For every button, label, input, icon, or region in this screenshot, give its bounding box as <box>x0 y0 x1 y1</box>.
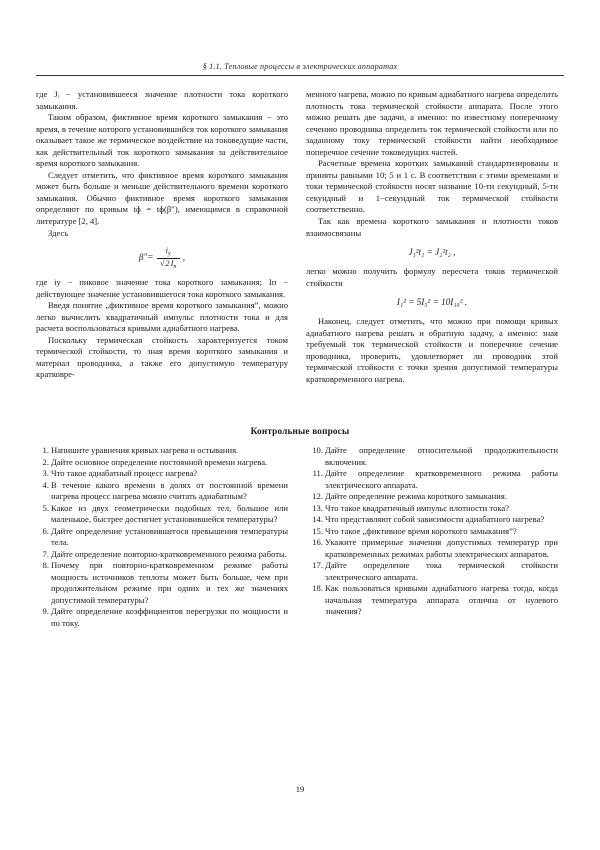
control-questions-title: Контрольные вопросы <box>250 426 350 437</box>
question-number: 10. <box>312 445 323 456</box>
question-item <box>36 480 288 503</box>
questions-list-left <box>36 445 288 629</box>
question-text: Дайте основное определение постоянной времени нагрева. <box>51 456 268 467</box>
question-text: Напишите уравнения кривых нагрева и остывания. <box>51 445 239 456</box>
question-text: Дайте определение режима короткого замыкания. <box>325 491 507 502</box>
question-number: 1. <box>42 445 49 456</box>
question-text: Дайте определение повторно-кратковременного режима работы. <box>51 548 287 559</box>
formula-i-recalc: I₁² = 5I₅² = 10I₁₀² . <box>396 297 468 308</box>
question-item <box>36 549 288 561</box>
paragraph: Введя понятие „фиктивное время короткого замыкания”, можно легко вычислить квадратичный импульс плотности тока и для расчета воспользоваться кривыми адиабатного нагрева. <box>36 300 288 334</box>
paragraph: Так как времена короткого замыкания и плотности токов взаимосвязаны <box>306 216 558 238</box>
question-text: Укажите примерные значения допустимых температур при кратковременных режимах работы электрических аппаратов. <box>325 537 558 559</box>
question-number: 8. <box>42 560 49 571</box>
question-item <box>306 560 558 583</box>
question-number: 15. <box>312 525 323 536</box>
question-number: 6. <box>42 525 49 536</box>
paragraph: легко можно получить формулу пересчета токов термической стойкости <box>306 266 558 288</box>
header-rule <box>36 75 564 76</box>
question-number: 7. <box>42 548 49 559</box>
question-number: 18. <box>312 583 323 594</box>
question-number: 5. <box>42 502 49 513</box>
formula-j-relation: J₁²t₁ = J₂²t₂ , <box>408 247 456 258</box>
questions-columns <box>36 445 564 629</box>
questions-list-right <box>306 445 558 618</box>
questions-left-column <box>36 445 288 629</box>
question-item <box>36 468 288 480</box>
question-item <box>306 526 558 538</box>
question-item <box>306 537 558 560</box>
question-text: Дайте определение кратковременного режима работы электрического аппарата. <box>325 468 558 490</box>
question-number: 17. <box>312 560 323 571</box>
paragraph: где Jᵢ − установившееся значение плотности тока короткого замыкания. <box>36 89 288 111</box>
formula-beta <box>36 246 288 270</box>
paragraph: Следует отметить, что фиктивное время короткого замыкания может быть больше и меньше действительного времени короткого замыкания. Обычно фиктивное время короткого замыкания определяют по кривым tɸ = tɸ(β″), имеющимся в справочной литературе [2, 4]. <box>36 169 288 227</box>
paragraph: менного нагрева, можно по кривым адиабатного нагрева определить плотность тока термической стойкости аппарата. После этого можно решать две задачи, а именно: по известному поперечному сечению проводника определить ток термической стойкости или по заданному току термической стойкости найти необходимое поперечное сечение токоведущих частей. <box>306 89 558 157</box>
formula-beta-numerator: $i_у$ <box>157 246 180 259</box>
question-text: Что представляют собой зависимости адиабатного нагрева? <box>325 514 545 525</box>
question-text: Что такое „фиктивное время короткого замыкания”? <box>325 525 517 536</box>
formula-beta-trailer: , <box>182 252 186 263</box>
question-number: 3. <box>42 468 49 479</box>
formula-beta-denominator: $√2I_п$ <box>159 259 177 271</box>
question-number: 13. <box>312 502 323 513</box>
right-column <box>306 89 558 385</box>
body-columns <box>36 89 564 385</box>
question-number: 12. <box>312 491 323 502</box>
question-item <box>306 491 558 503</box>
paragraph: Здесь <box>48 227 69 238</box>
paragraph: Таким образом, фиктивное время короткого замыкания − это время, в течение которого установившийся ток короткого замыкания оказывает такое же термическое воздействие на токоведущие части, как действительный ток короткого замыкания за действительное время короткого замыкания. <box>36 112 288 169</box>
question-text: Как пользоваться кривыми адиабатного нагрева тогда, когда начальная температура аппарата отлична от нулевого значения? <box>325 583 558 617</box>
question-item <box>306 514 558 526</box>
question-text: Дайте определение относительной продолжительности включения. <box>325 445 558 467</box>
question-number: 16. <box>312 537 323 548</box>
question-item <box>306 445 558 468</box>
question-item <box>36 445 288 457</box>
question-item <box>36 457 288 469</box>
question-text: Дайте определение тока термической стойкости электрического аппарата. <box>325 560 558 582</box>
question-text: Какое из двух геометрически подобных тел, большое или маленькое, быстрее достигнет установившейся температуры? <box>51 502 288 525</box>
formula-beta-lhs: β″= <box>138 252 154 263</box>
paragraph: Наконец, следует отметить, что можно при помощи кривых адиабатного нагрева решать и обратную задачу, а именно: зная требуемый ток термической стойкости и поперечное сечение проводника, проверить, удовлетворяет ли проводник этой термической стойкости с точки зрения допустимой температуры кратковременного нагрева. <box>306 316 558 384</box>
question-item <box>36 606 288 629</box>
question-item <box>306 503 558 515</box>
page-number: 19 <box>295 784 305 794</box>
question-item <box>306 583 558 618</box>
paragraph: где iу − пиковое значение тока короткого замыкания; Iп − действующее значение установившегося тока короткого замыкания. <box>36 277 288 299</box>
question-item <box>36 503 288 526</box>
question-item <box>36 526 288 549</box>
question-number: 4. <box>42 479 49 490</box>
left-column <box>36 89 288 385</box>
question-number: 11. <box>312 468 323 479</box>
question-number: 14. <box>312 514 323 525</box>
question-number: 9. <box>42 606 49 617</box>
question-text: Дайте определение коэффициентов перегрузки по мощности и по току. <box>51 606 288 628</box>
question-text: В течение какого времени в долях от постоянной времени нагрева процесс нагрева можно считать адиабатным? <box>51 479 288 502</box>
question-text: Что такое адиабатный процесс нагрева? <box>51 468 198 479</box>
paragraph: Расчетные времена коротких замыканий стандартизированы и приняты равными 10; 5 и 1 с. В соответствии с этими временами и токи термической стойкости носят название 10-ти секундный, 5-ти секундный и 1−секундный ток термической стойкости соответственно. <box>306 158 558 215</box>
paragraph: Поскольку термическая стойкость характеризуется током термической стойкости, то зная время короткого замыкания и материал проводника, а также его допустимую температуру кратковре- <box>36 334 288 380</box>
questions-right-column <box>306 445 558 629</box>
question-text: Дайте определение установившегося превышения температуры тела. <box>51 525 288 548</box>
question-item <box>36 560 288 606</box>
formula-beta-fraction <box>157 246 180 270</box>
question-text: Почему при повторно-кратковременном режиме работы мощность источников теплоты может быть больше, чем при продолжительном режиме при одних и тех же значениях допустимой температуры? <box>51 560 288 605</box>
question-number: 2. <box>42 456 49 467</box>
running-head: § 1.1. Тепловые процессы в электрических аппаратах <box>202 62 398 71</box>
question-text: Что такое квадратичный импульс плотности тока? <box>325 502 510 513</box>
question-item <box>306 468 558 491</box>
